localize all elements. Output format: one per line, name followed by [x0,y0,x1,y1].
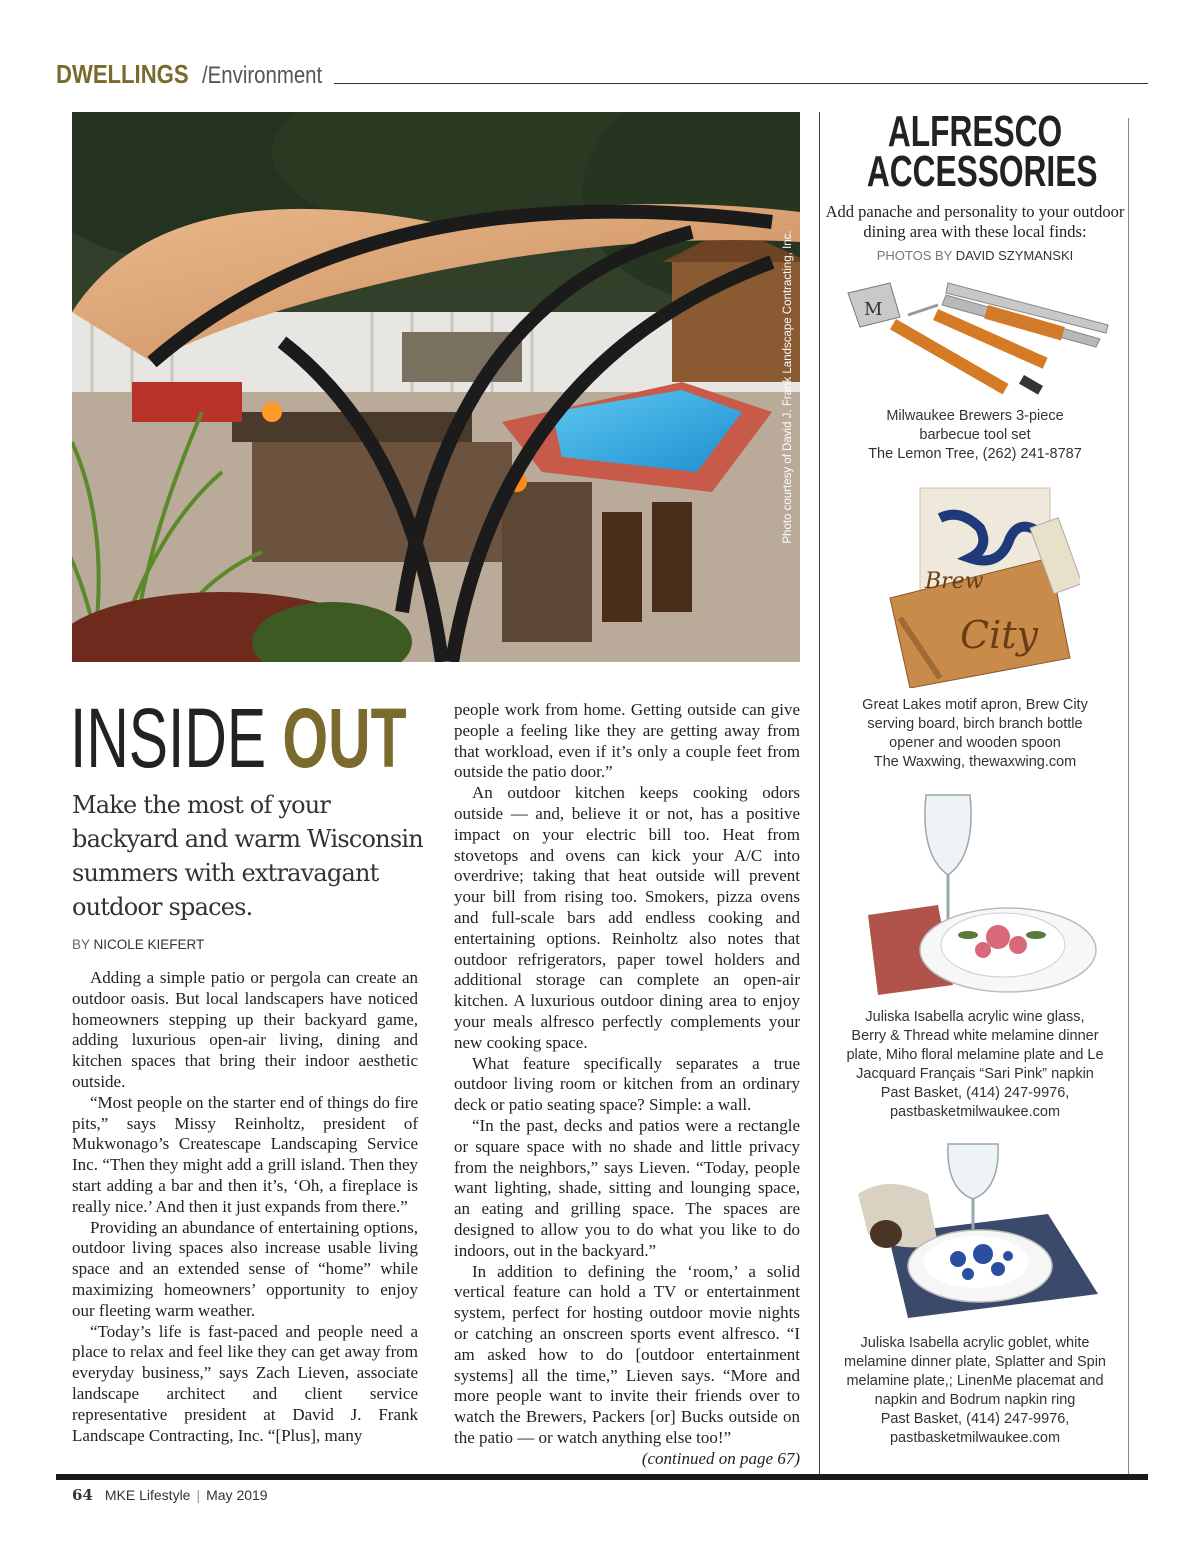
subsection-name: /Environment [202,62,323,89]
paragraph: “Today’s life is fast-paced and people need a place to relax and feel like they can get away from everyday business,” says Zach Lieven, associate landscape architect and client service representative president at David J. Frank Landscape Contracting, Inc. “[Plus], many [72,1321,418,1445]
article-column-2 [454,700,800,1469]
paragraph: Adding a simple patio or pergola can create an outdoor oasis. But local landscapers have noticed homeowners stepping up their backyard game, adding luxurious open-air living, dining and kitchen spaces that bring their indoor aesthetic outside. [72,968,418,1091]
header-rule [334,83,1148,84]
svg-text:Brew: Brew [925,569,984,594]
sidebar-divider [819,112,820,1475]
paragraph: In addition to defining the ‘room,’ a solid vertical feature can hold a TV or entertainment system, perfect for hosting outdoor movie nights or catching an onscreen sports event alfresco. “I am asked how to do [outdoor entertainment systems] all the time,” Lieven says. “More and more people want to invite their friends over to watch the Brewers, Packers [or] Bucks outside on the patio — or watch anything else too!” [454,1261,800,1447]
headline-out: OUT [282,691,407,785]
author-name: NICOLE KIEFERT [93,937,205,952]
product-caption: Juliska Isabella acrylic goblet, white melamine dinner plate, Splatter and Spin melamine plate,; LinenMe placemat and napkin and Bodrum napkin ring Past Basket, (414) 247-9976, pastbasketmilwaukee.com [844,1335,1106,1446]
paragraph: “Most people on the starter end of things do fire pits,” says Missy Reinholtz, president of Mukwonago’s Createscape Landscaping Service Inc. “Then they might add a grill island. Then they start adding a bar and then it’s, ‘Oh, a fireplace is really nice.’ And then it just expands from there.” [72,1092,418,1216]
magazine-name: MKE Lifestyle [104,1487,191,1503]
byline: BY NICOLE KIEFERT [72,937,205,952]
svg-text:City: City [960,613,1038,657]
sidebar-right-rule [1128,118,1129,1475]
photo-credit-sidebar: PHOTOS BY DAVID SZYMANSKI [876,248,1074,263]
footer [72,1486,268,1504]
deck: Make the most of your backyard and warm Wisconsin summers with extravagant outdoor spaces. [72,791,423,921]
wine-glass-plate-image [858,785,1098,997]
product-caption: Milwaukee Brewers 3-piece barbecue tool set The Lemon Tree, (262) 241-8787 [868,408,1082,462]
footer-rule [56,1474,1148,1480]
paragraph: What feature specifically separates a true outdoor living room or kitchen from an ordinary deck or patio seating space? Simple: a wall. [454,1053,800,1115]
page-number: 64 [72,1486,93,1504]
headline-inside: INSIDE [70,691,283,785]
paragraph: “In the past, decks and patios were a rectangle or square space with no shade and little privacy from the neighbors,” says Lieven. “Today, people want lighting, shade, sitting and lounging space, an eating and grilling space. The spaces are designed to allow you to do what you like to do indoors, out in the backyard.” [454,1115,800,1260]
footer-separator: | [196,1487,201,1503]
continued-note: (continued on page 67) [641,1448,800,1468]
product-caption: Juliska Isabella acrylic wine glass, Berry & Thread white melamine dinner plate, Miho floral melamine plate and Le Jacquard Français “Sari Pink” napkin Past Basket, (414) 247-9976, pastbasketmilwaukee.com [846,1009,1104,1120]
product-caption: Great Lakes motif apron, Brew City serving board, birch branch bottle opener and wooden spoon The Waxwing, thewaxwing.com [862,697,1088,770]
paragraph: An outdoor kitchen keeps cooking odors outside — and, believe it or not, has a positive impact on your electric bill too. Heat from stovetops and ovens can kick your A/C into overdrive; taking that heat outside will prevent your bill from rising too. Smokers, pizza ovens and full-scale bars add endless cooking and entertaining options. Reinholtz also notes that outdoor refrigerators, paper towel holders and additional storage can complete an open-air kitchen. A luxurious outdoor dining area to enjoy your meals alfresco perfectly complements your new cooking space. [454,783,800,1052]
section-header [56,58,1148,90]
paragraph: Providing an abundance of entertaining options, outdoor living spaces also increase usable living space and an extended sense of “home” while maximizing homeowners’ opportunity to enjoy our fleeting warm weather. [72,1217,418,1320]
svg-text:M: M [864,299,883,320]
sidebar-title: ALFRESCO ACCESSORIES [866,107,1098,196]
headline [70,690,407,790]
photo-credit: Photo courtesy of David J. Frank Landscape Contracting, Inc. [782,230,794,544]
hero-photo [72,112,800,662]
issue-date: May 2019 [206,1487,268,1503]
article-column-1 [72,968,418,1446]
sidebar-intro: Add panache and personality to your outdoor dining area with these local finds: [825,202,1125,241]
goblet-blue-plate-image [848,1134,1108,1318]
section-name: DWELLINGS [56,59,189,89]
apron-serving-board-image [880,478,1080,688]
bbq-tool-set-image [838,275,1118,400]
backyard-pool-illustration [72,112,800,662]
paragraph: people work from home. Getting outside can give people a feeling like they are getting away from that workload, even if it’s only a couple feet from outside the patio door.” [454,700,800,782]
